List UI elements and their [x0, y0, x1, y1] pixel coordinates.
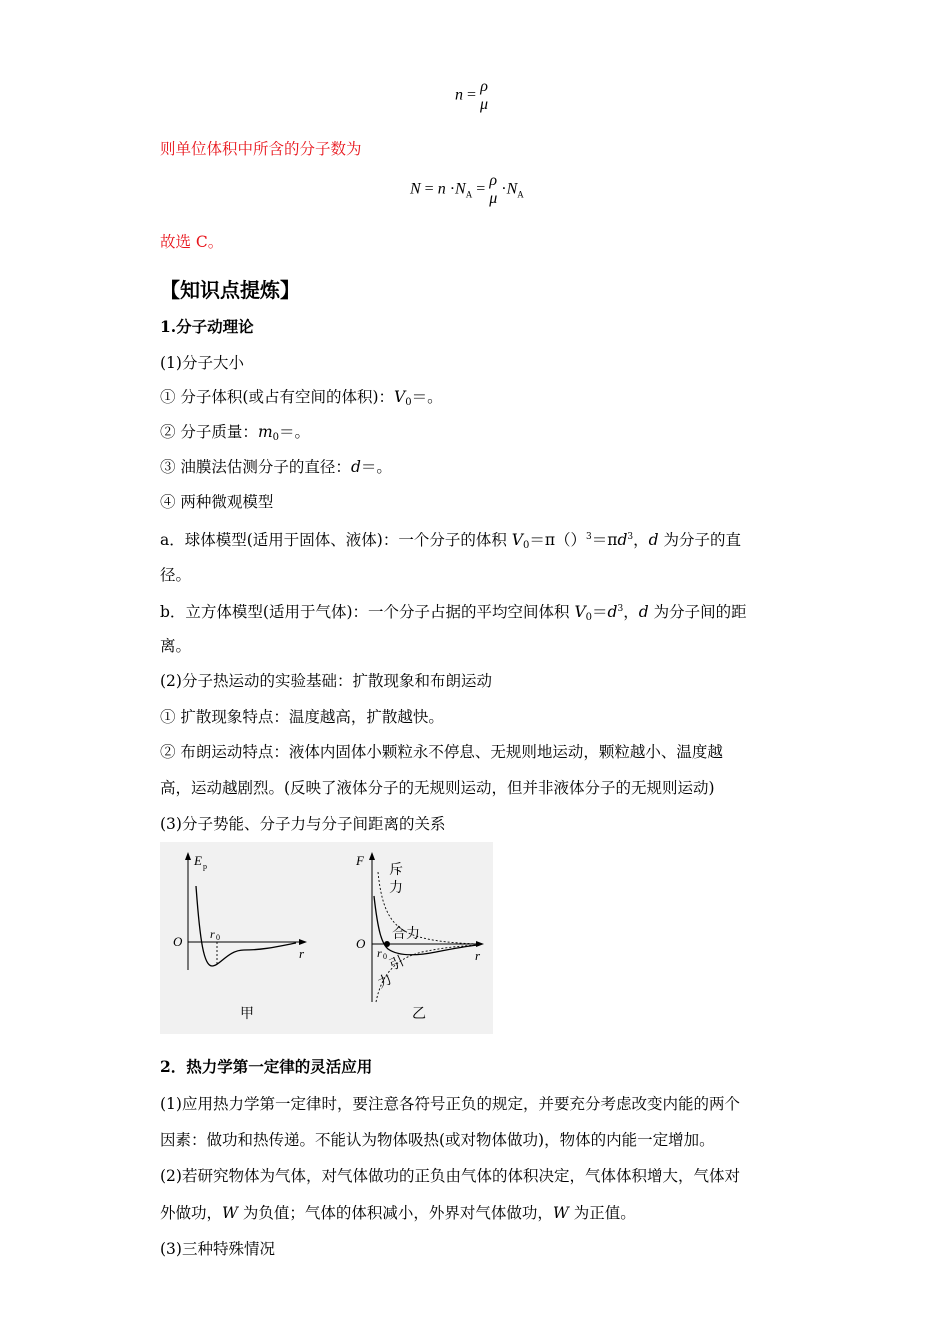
equilibrium-point — [384, 941, 390, 947]
text-unit-volume: 则单位体积中所含的分子数为 — [160, 140, 362, 158]
q2-text1: 外做功， — [160, 1204, 223, 1222]
p6-d: d — [617, 531, 628, 549]
para-first-law-2: (2)若研究物体为气体，对气体做功的正负由气体的体积决定，气体体积增大，气体对 — [160, 1167, 740, 1185]
left-caption: 甲 — [240, 1007, 254, 1022]
right-attract-1: 引 — [387, 954, 407, 974]
p6-comma: ， — [633, 531, 649, 549]
p7-text: b．立方体模型(适用于气体)：一个分子占据的平均空间体积 — [160, 603, 575, 621]
para-special-cases: (3)三种特殊情况 — [160, 1240, 275, 1258]
formula2-numerator: ρ — [489, 172, 498, 189]
p6-tail: 为分子的直 — [658, 531, 742, 549]
heading-1: 1.分子动理论 — [160, 317, 254, 336]
formula2-N1: N — [455, 180, 466, 198]
formula2-eq1: = — [424, 180, 434, 198]
para-thermal-motion: (2)分子热运动的实验基础：扩散现象和布朗运动 — [160, 672, 492, 690]
p7-eq: ＝ — [592, 603, 608, 621]
left-r0: r — [210, 927, 215, 941]
right-ylabel: F — [356, 853, 364, 868]
para-potential-energy: (3)分子势能、分子力与分子间距离的关系 — [160, 815, 446, 833]
q2-w2: W — [552, 1204, 569, 1222]
para-two-models: ④ 两种微观模型 — [160, 493, 274, 511]
potential-energy-curve — [196, 886, 296, 966]
p7-d: d — [607, 603, 618, 621]
p3-sub: 0 — [272, 432, 280, 443]
right-y-arrow — [369, 852, 375, 860]
p6-sup: 3 — [586, 532, 592, 542]
para-brownian-cont: 高，运动越剧烈。(反映了液体分子的无规则运动，但并非液体分子的无规则运动) — [160, 779, 715, 797]
para-cube-model — [160, 599, 747, 628]
para-first-law-1-cont: 因素：做功和热传递。不能认为物体吸热(或对物体做功)，物体的内能一定增加。 — [160, 1131, 715, 1149]
formula1-numerator: ρ — [480, 78, 488, 95]
formula2-dot1: · — [449, 180, 456, 198]
para-sphere-model — [160, 527, 741, 556]
formula1-fraction — [480, 78, 488, 114]
q2-w1: W — [222, 1204, 238, 1222]
p7-var: V — [574, 603, 586, 621]
para-cube-model-cont: 离。 — [160, 637, 192, 655]
p7-tail: 为分子间的距 — [648, 603, 747, 621]
para-molecule-volume — [160, 387, 443, 413]
text-answer: 故选 C。 — [160, 233, 224, 251]
para-first-law-1: (1)应用热力学第一定律时，要注意各符号正负的规定，并要充分考虑改变内能的两个 — [160, 1095, 740, 1113]
left-origin: O — [173, 934, 183, 949]
formula2-n: n — [437, 180, 446, 198]
p3-var: m — [257, 423, 273, 441]
figure-svg — [160, 842, 493, 1034]
right-r0sub: 0 — [383, 952, 387, 961]
p6-text: a．球体模型(适用于固体、液体)：一个分子的体积 — [160, 531, 512, 549]
right-r0: r — [377, 946, 382, 960]
right-attract-2: 力 — [375, 972, 395, 992]
formula2-lhs: N — [410, 180, 421, 198]
p6-sup2: 3 — [627, 532, 634, 542]
right-origin: O — [356, 936, 366, 951]
para-brownian: ② 布朗运动特点：液体内固体小颗粒永不停息、无规则地运动，颗粒越小、温度越 — [160, 743, 723, 761]
formula2-N2: N — [506, 180, 518, 198]
para-molecule-size: (1)分子大小 — [160, 354, 244, 372]
heading-2: 2．热力学第一定律的灵活应用 — [160, 1057, 373, 1076]
p7-sup: 3 — [617, 604, 624, 614]
p6-mid: ＝π（） — [529, 531, 587, 549]
formula2-dot2: · — [501, 180, 507, 198]
p6-sub: 0 — [522, 540, 530, 551]
formula2-sub2: A — [517, 189, 524, 200]
formula2-fraction — [489, 172, 497, 208]
p6-mid2: ＝π — [591, 531, 618, 549]
formula1-denominator: μ — [480, 96, 489, 113]
left-r0sub: 0 — [216, 933, 220, 942]
right-repulsion-2: 力 — [389, 881, 403, 896]
left-ysub: p — [203, 862, 207, 871]
p6-var: V — [511, 531, 523, 549]
p4-text: ③ 油膜法估测分子的直径： — [160, 458, 351, 476]
q2-text3: 为正值。 — [568, 1204, 636, 1222]
p3-tail: ＝。 — [279, 423, 311, 441]
left-y-arrow — [185, 852, 191, 860]
formula-N-equals — [410, 172, 524, 208]
para-oil-film — [160, 457, 392, 477]
molecular-force-figure — [160, 842, 493, 1034]
formula-n-equals-rho-over-mu — [455, 78, 488, 114]
para-sphere-model-cont: 径。 — [160, 566, 192, 584]
para-diffusion: ① 扩散现象特点：温度越高，扩散越快。 — [160, 708, 444, 726]
p4-tail: ＝。 — [360, 458, 392, 476]
p7-d2: d — [638, 603, 649, 621]
left-ylabel: E — [194, 853, 202, 868]
p7-comma: ， — [623, 603, 639, 621]
right-caption: 乙 — [412, 1007, 426, 1022]
p2-var: V — [394, 388, 406, 406]
p2-sub: 0 — [405, 397, 412, 408]
formula2-sub1: A — [465, 189, 473, 200]
p2-tail: ＝。 — [411, 388, 443, 406]
p3-text: ② 分子质量： — [160, 423, 258, 441]
para-first-law-2-cont — [160, 1203, 636, 1223]
formula2-eq2: = — [476, 180, 486, 198]
left-x-arrow — [299, 939, 307, 945]
formula2-denominator: μ — [489, 190, 498, 207]
p2-text: ① 分子体积(或占有空间的体积)： — [160, 388, 395, 406]
q2-text2: 为负值；气体的体积减小，外界对气体做功， — [237, 1204, 553, 1222]
right-repulsion-1: 斥 — [389, 863, 403, 878]
p4-var: d — [350, 458, 361, 476]
para-molecule-mass — [160, 422, 310, 448]
section-title: 【知识点提炼】 — [160, 278, 300, 302]
p7-sub: 0 — [585, 612, 593, 623]
formula1-lhs: n — [455, 86, 463, 104]
right-net-label: 合力 — [392, 927, 420, 942]
formula1-eq: = — [467, 86, 477, 104]
left-xlabel: r — [299, 946, 305, 961]
right-xlabel: r — [475, 948, 481, 963]
p6-d2: d — [648, 531, 659, 549]
